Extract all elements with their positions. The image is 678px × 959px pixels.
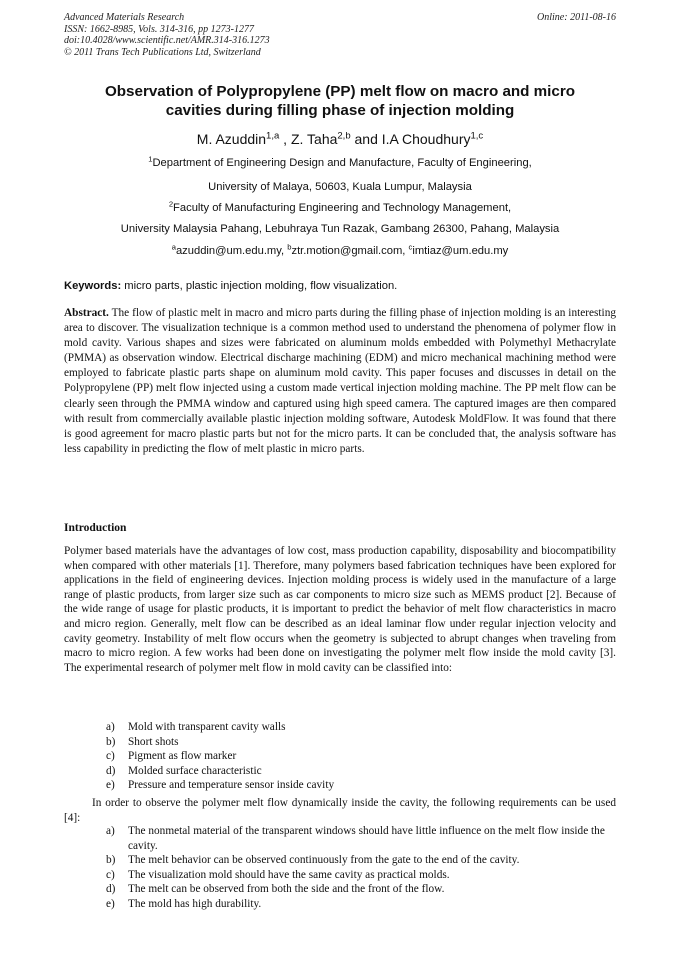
list-item-text: The melt behavior can be observed continuously from the gate to the end of the cavity. bbox=[128, 854, 520, 867]
title-line-1: Observation of Polypropylene (PP) melt flow on macro and micro bbox=[104, 83, 576, 100]
affiliation-2-line-2: University Malaysia Pahang, Lebuhraya Tun Razak, Gambang 26300, Pahang, Malaysia bbox=[120, 223, 560, 235]
list-marker: e) bbox=[106, 779, 115, 792]
email-a: azuddin@um.edu.my, bbox=[175, 245, 288, 257]
copyright-line: © 2011 Trans Tech Publications Ltd, Switzerland bbox=[64, 46, 261, 58]
abstract bbox=[64, 306, 616, 457]
keywords-text: micro parts, plastic injection molding, flow visualization. bbox=[121, 280, 398, 292]
author-list bbox=[64, 130, 616, 148]
author-3: I.A Choudhury bbox=[381, 131, 471, 147]
email-c-sup: c bbox=[408, 242, 413, 252]
author-separator-2: and bbox=[350, 131, 382, 147]
keywords-label: Keywords: bbox=[64, 280, 122, 292]
paper-title bbox=[64, 82, 616, 120]
abstract-text: The flow of plastic melt in macro and micro parts during the filling phase of injection molding is an interesting area to discover. The visualization technique is a common method used to understand the phenomena of polymer flow in mold cavity. Various shapes and sizes were fabricated on aluminum molds embedded with Polymethyl Methacrylate (PMMA) as observation window. Electrical discharge machining (EDM) and micro mechanical machining method were employed to fabricate plastic parts shape on aluminum mold cavity. This paper focuses and discusses in detail on the Polypropylene (PP) melt flow injected using a custom made vertical injection molding machine. The PP melt flow can be clearly seen through the PMMA window and captured using high speed camera. The captured images are then compared with result from commercially available plastic injection molding software, Autodesk MoldFlow. It was found that there is good agreement for macro plastic parts but not for the micro parts. It can be concluded that, the analysis software has less capability in predicting the flow of melt plastic in micro parts. bbox=[64, 307, 616, 455]
affiliation-1-line-1 bbox=[64, 156, 616, 170]
list-item-text: Pressure and temperature sensor inside cavity bbox=[128, 779, 335, 792]
requirements-list bbox=[106, 824, 618, 912]
affiliation-1-line-2: University of Malaya, 50603, Kuala Lumpur, Malaysia bbox=[208, 181, 472, 193]
list-item bbox=[106, 882, 618, 897]
list-item-text: The visualization mold should have the same cavity as practical molds. bbox=[128, 868, 450, 881]
list-item bbox=[106, 720, 618, 735]
list-item bbox=[106, 824, 618, 853]
introduction-paragraph-1: Polymer based materials have the advantages of low cost, mass production capability, disposability and biocompatibility when compared with other materials [1]. Therefore, many polymers based fabrication techniques have been explored for applications in the field of engineering devices. Injection molding process is widely used in the manufacture of a large range of plastic products, from larger size such as car components to micro size such as MEMS product [2]. Because of the wide range of usage for plastic products, it is important to predict the behavior of melt flow characteristics in macro and micro region. Generally, melt flow can be described as an ideal laminar flow under regular injection velocity and cavity geometry. Instability of melt flow occurs when the geometry is subjected to abrupt changes when traveling from macro to micro region. A few works had been done on investigating the polymer melt flow inside the mold cavity [3]. The experimental research of polymer melt flow in mold cavity can be classified into: bbox=[64, 545, 616, 674]
affiliation-2-line-1 bbox=[64, 201, 616, 215]
email-c: imtiaz@um.edu.my bbox=[412, 245, 509, 257]
abstract-label: Abstract. bbox=[64, 307, 109, 319]
affiliation-1-sup: 1 bbox=[148, 154, 153, 164]
online-date: Online: 2011-08-16 bbox=[537, 12, 616, 23]
doi-line: doi:10.4028/www.scientific.net/AMR.314-316.1273 bbox=[64, 35, 270, 46]
list-item-text: The mold has high durability. bbox=[128, 897, 262, 910]
issn-line: ISSN: 1662-8985, Vols. 314-316, pp 1273-1277 bbox=[64, 23, 254, 35]
author-2: Z. Taha bbox=[290, 131, 338, 147]
email-b-sup: b bbox=[287, 242, 292, 252]
list-item bbox=[106, 853, 618, 868]
author-1-affil: 1,a bbox=[266, 130, 280, 142]
list-item-text: The nonmetal material of the transparent windows should have little influence on the melt flow inside the cavity. bbox=[128, 825, 605, 852]
author-2-affil: 2,b bbox=[337, 130, 351, 142]
list-item-text: The melt can be observed from both the side and the front of the flow. bbox=[128, 883, 445, 896]
author-1: M. Azuddin bbox=[196, 131, 267, 147]
email-b: ztr.motion@gmail.com, bbox=[291, 245, 409, 257]
journal-name: Advanced Materials Research bbox=[64, 12, 185, 23]
list-item bbox=[106, 897, 618, 912]
list-marker: d) bbox=[106, 883, 116, 896]
list-item bbox=[106, 778, 618, 793]
list-item bbox=[106, 749, 618, 764]
introduction-paragraph-2: In order to observe the polymer melt flow dynamically inside the cavity, the following requirements can be used [4]: bbox=[64, 797, 616, 824]
author-separator-1: , bbox=[279, 131, 291, 147]
list-item bbox=[106, 764, 618, 779]
title-line-2: cavities during filling phase of injection molding bbox=[165, 102, 515, 119]
journal-header bbox=[64, 12, 616, 58]
affiliation-2-sup: 2 bbox=[168, 199, 174, 209]
introduction-heading: Introduction bbox=[64, 522, 127, 534]
email-line bbox=[64, 244, 616, 258]
list-marker: e) bbox=[106, 897, 115, 910]
list-marker: c) bbox=[106, 750, 115, 763]
list-marker: b) bbox=[106, 735, 116, 748]
classification-list bbox=[106, 720, 618, 793]
list-marker: a) bbox=[106, 825, 115, 837]
list-item-text: Molded surface characteristic bbox=[128, 764, 262, 777]
keywords bbox=[64, 279, 616, 293]
list-marker: a) bbox=[106, 721, 115, 733]
list-marker: b) bbox=[106, 854, 116, 867]
list-item-text: Pigment as flow marker bbox=[128, 750, 237, 763]
list-item bbox=[106, 735, 618, 750]
author-3-affil: 1,c bbox=[470, 130, 484, 142]
list-marker: c) bbox=[106, 868, 115, 881]
affiliation-1-text: Department of Engineering Design and Manufacture, Faculty of Engineering, bbox=[152, 157, 532, 169]
list-item bbox=[106, 868, 618, 883]
affiliation-2-text: Faculty of Manufacturing Engineering and Technology Management, bbox=[173, 202, 512, 214]
email-a-sup: a bbox=[171, 242, 176, 252]
list-marker: d) bbox=[106, 764, 116, 777]
list-item-text: Mold with transparent cavity walls bbox=[128, 721, 286, 733]
list-item-text: Short shots bbox=[128, 735, 179, 748]
